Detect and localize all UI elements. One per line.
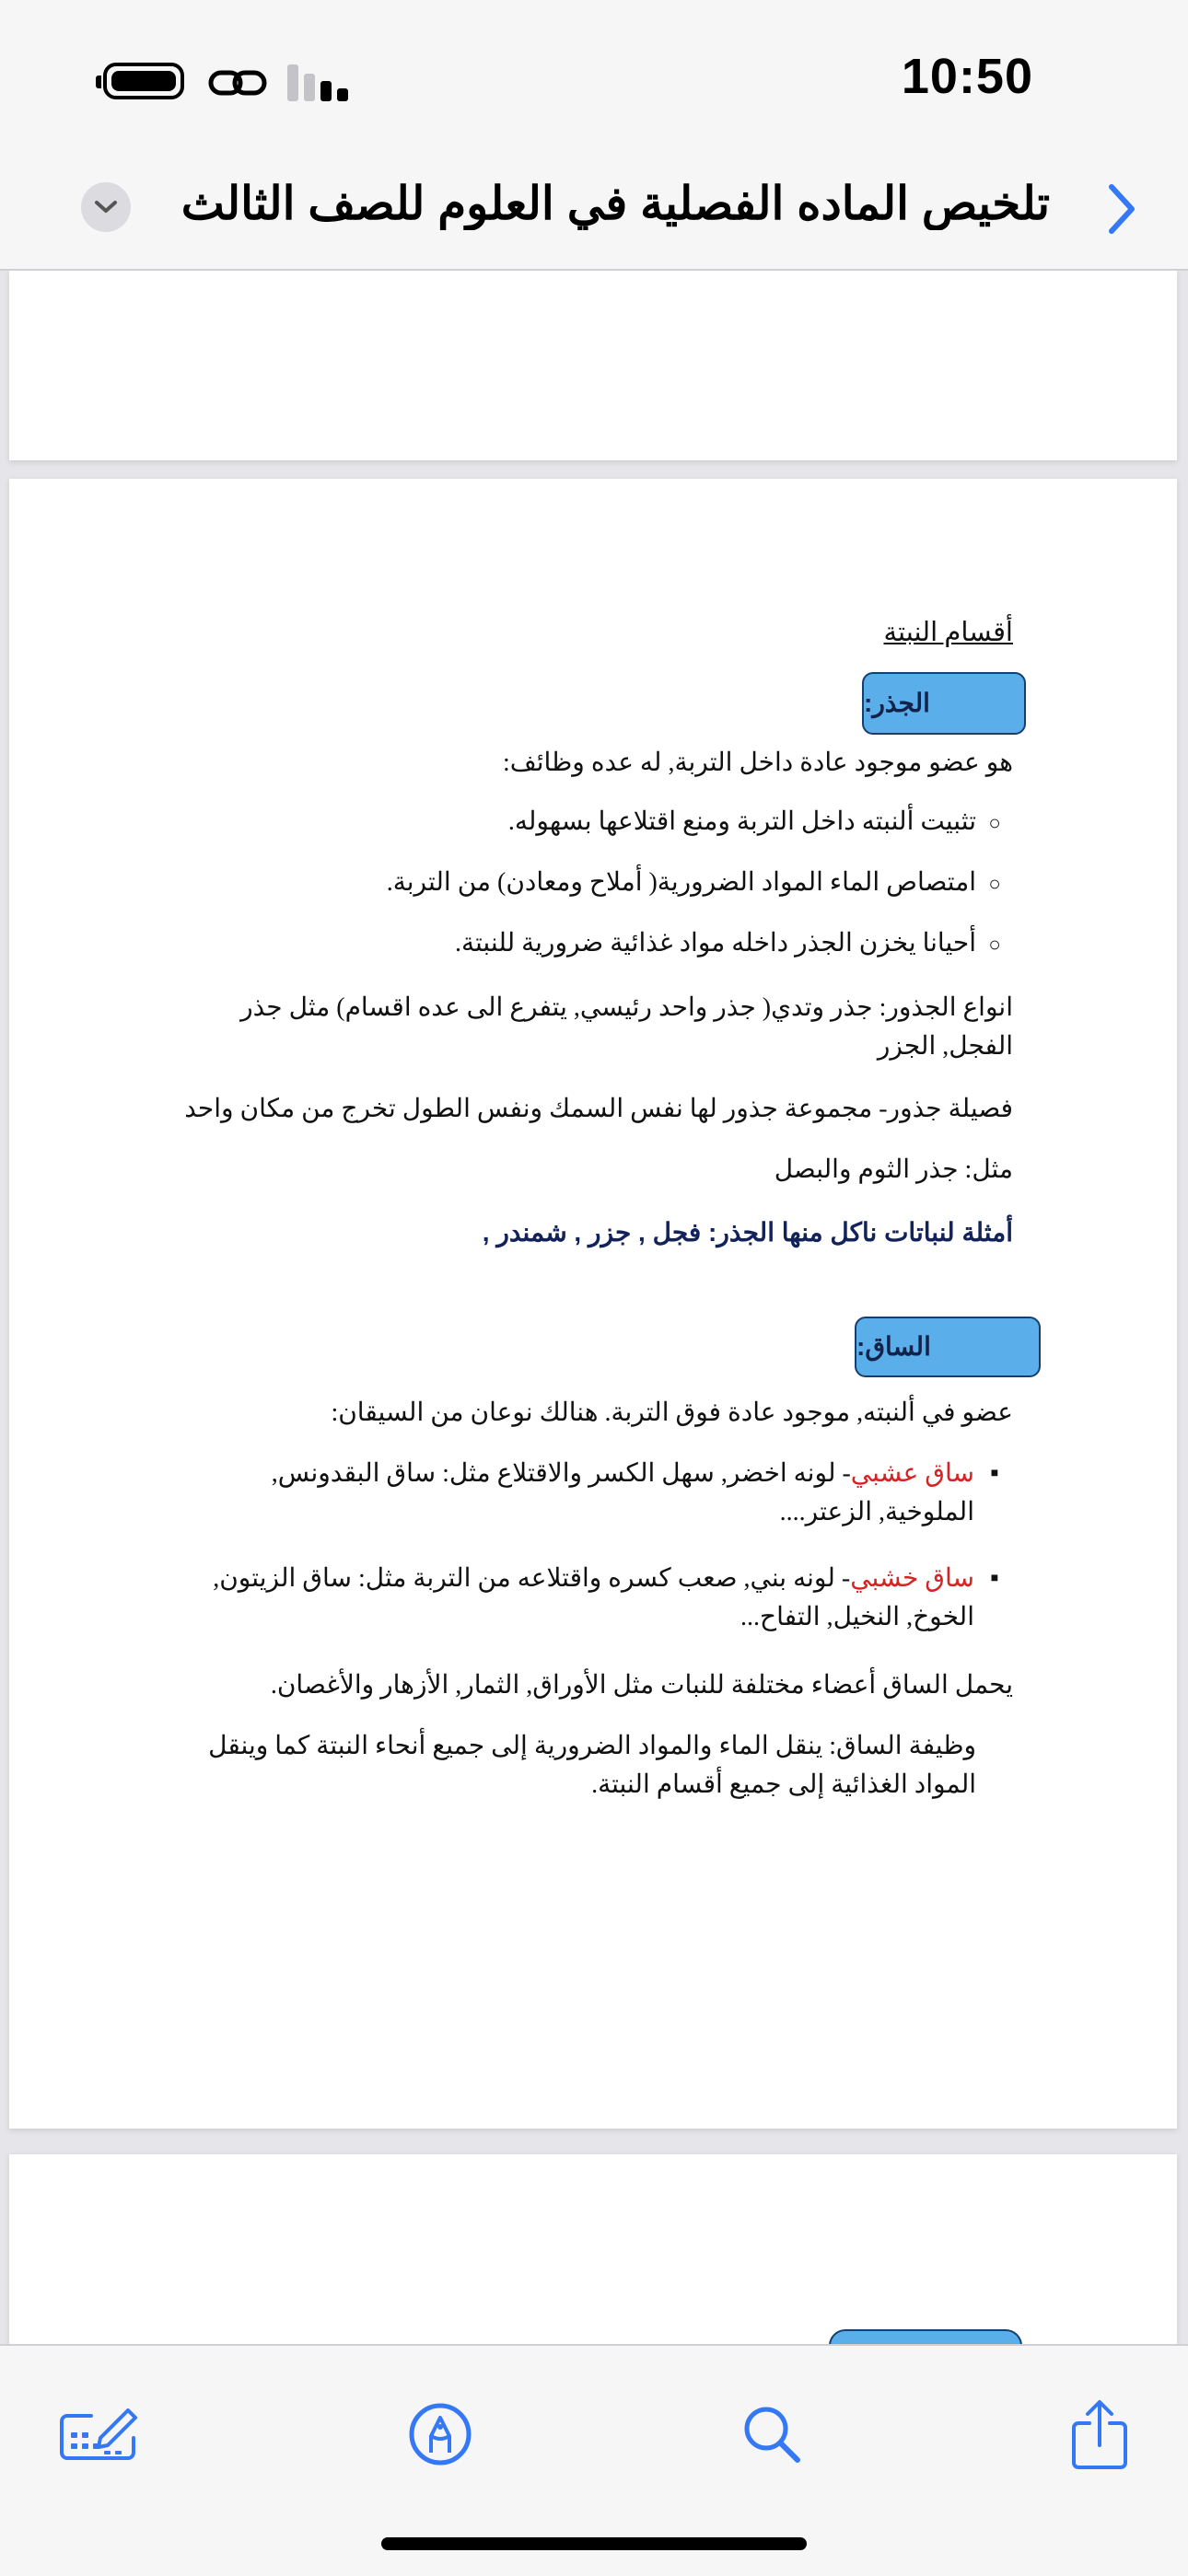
document-viewer[interactable] [0,271,1188,2344]
document-page [9,479,1177,2129]
next-page [9,2154,1177,2344]
search-icon [739,2401,805,2467]
markup-icon [407,2401,473,2467]
root-function-item: ○ تثبيت ألنبته داخل التربة ومنع اقتلاعها بسهوله. [175,803,1013,842]
previous-page [9,271,1177,460]
link-icon [208,64,267,101]
section-title: أقسام النبتة [883,618,1013,647]
home-indicator[interactable] [381,2537,807,2550]
root-intro: هو عضو موجود عادة داخل التربة, له عده وظائف: [502,748,1013,777]
keyboard-pencil-button[interactable] [53,2388,146,2480]
root-heading [862,672,1026,735]
stem-type-item: ■ ساق خشبي- لونه بني, صعب كسره واقتلاعه من التربة مثل: ساق الزيتون, الخوخ, النخيل, التفاح... [175,1560,1013,1637]
chevron-right-icon [1107,182,1136,236]
stem-type-item: ■ ساق عشبي- لونه اخضر, سهل الكسر والاقتلاع مثل: ساق البقدونس, الملوخية, الزعتر.... [175,1455,1013,1532]
stem-carries: يحمل الساق أعضاء مختلفة للنبات مثل الأوراق, الثمار, الأزهار والأغصان. [270,1671,1013,1700]
stem-heading [855,1317,1041,1377]
keyboard-pencil-icon [60,2407,139,2462]
stem-function: وظيفة الساق: ينقل الماء والمواد الضرورية إلى جميع أنحاء النبتة كما وينقل المواد الغذائية إلى جميع أقسام النبتة. [208,1732,976,1799]
markup-button[interactable] [394,2388,486,2480]
status-time: 10:50 [901,49,1033,104]
root-types: انواع الجذور: جذر وتدي( جذر واحد رئيسي, يتفرع الى عده اقسام) مثل جذر الفجل, الجزر [240,993,1013,1061]
next-page-heading-badge [829,2329,1022,2344]
root-function-item: ○ امتصاص الماء المواد الضرورية( أملاح ومعادن) من التربة. [175,864,1013,903]
share-button[interactable] [1054,2388,1146,2480]
stem-heading-label: الساق: [856,1332,931,1361]
root-edible-examples: أمثلة لنباتات ناكل منها الجذر: فجل , جزر , شمندر , [482,1218,1013,1247]
stem-intro: عضو في ألنبته, موجود عادة فوق التربة. هنالك نوعان من السيقان: [331,1398,1013,1427]
root-fibrous-example: مثل: جذر الثوم والبصل [774,1155,1013,1184]
title-menu-button[interactable] [81,182,131,232]
back-button[interactable] [1096,177,1147,241]
root-fibrous: فصيلة جذور- مجموعة جذور لها نفس السمك ونفس الطول تخرج من مكان واحد [184,1095,1013,1123]
cellular-signal-icon [287,61,352,101]
battery-icon [103,63,184,99]
chevron-down-icon [93,199,119,215]
search-button[interactable] [726,2388,818,2480]
share-icon [1069,2397,1130,2471]
document-title[interactable]: تلخيص الماده الفصلية في العلوم للصف الثالث [181,178,1050,229]
navigation-bar [0,157,1188,271]
root-heading-label: الجذر: [864,689,930,717]
status-bar [0,0,1188,157]
root-function-item: ○ أحيانا يخزن الجذر داخله مواد غذائية ضرورية للنبتة. [175,924,1013,964]
